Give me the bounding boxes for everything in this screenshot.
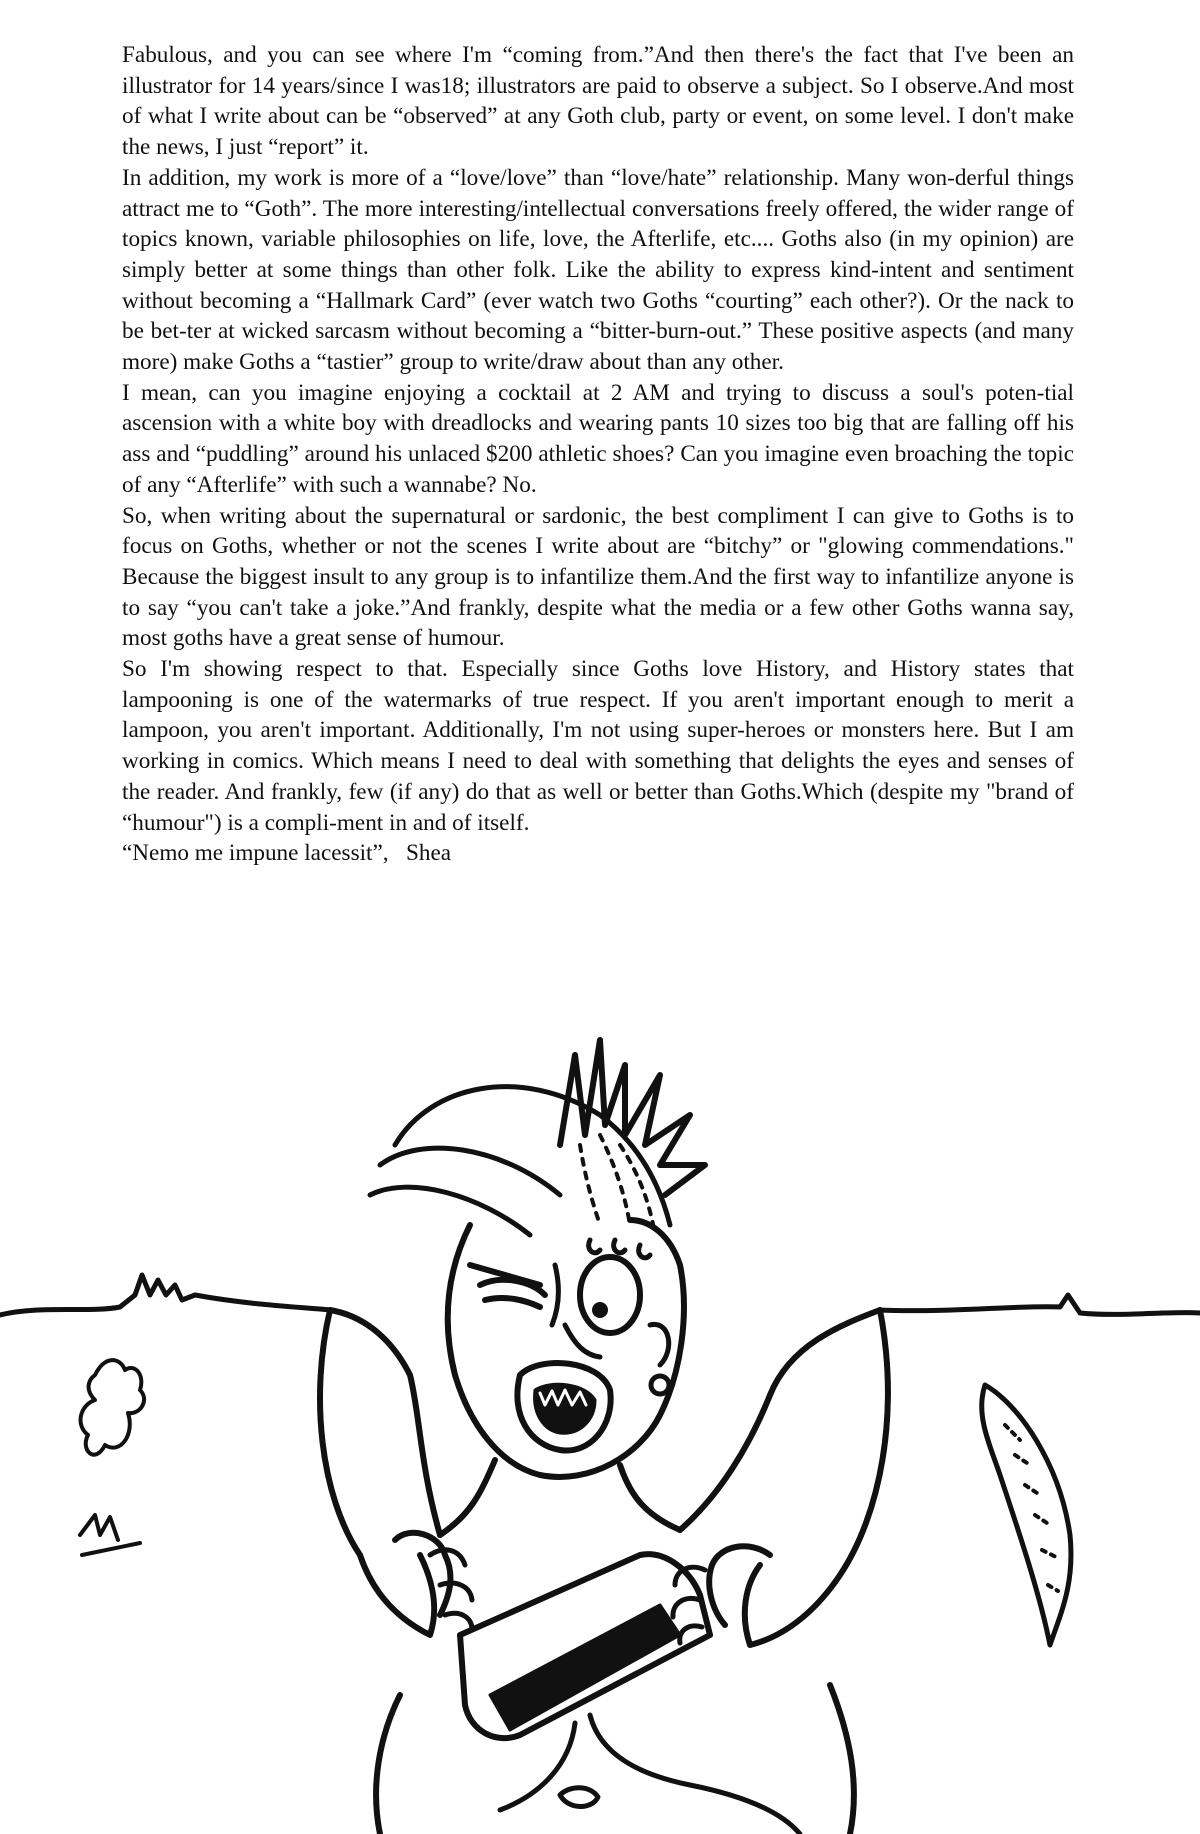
left-ground-marks [80,1515,140,1555]
left-arm [360,1533,450,1635]
essay-paragraph-5: So I'm showing respect to that. Especially since Goths love History, and History states that lampooning is one of the watermarks of true respect. If you aren't important enough to merit a lampoon, you aren't important. Additionally, I'm not using super-heroes or monsters here. But I am working in comics. Which means I need to deal with something that delights the eyes and senses of the reader. And frankly, few (if any) do that as well or better than Goths.Which (despite my "brand of “humour") is a compli-ment in and of itself. [122,656,1074,836]
waist-ring [560,1788,598,1807]
comic-illustration [0,995,1200,1834]
forehead-marks [589,1240,650,1258]
essay-signoff: “Nemo me impune lacessit”, Shea [122,840,452,867]
essay-paragraph-2: In addition, my work is more of a “love/love” than “love/hate” relationship. Many won-derful things attract me to “Goth”. The more interesting/intellectual conversations freely offered, the wider range of topics known, variable philosophies on life, love, the Afterlife, etc.... Goths also (in my opinion) are simply better at some things than other folk. Like the ability to express kind-intent and sentiment without becoming a “Hallmark Card” (ever watch two Goths “courting” each other?). Or the nack to be bet-ter at wicked sarcasm without becoming a “bitter-burn-out.” These positive aspects (and many more) make Goths a “tastier” group to write/draw about than any other. [122,164,1074,376]
neck [440,1460,680,1535]
right-leaf [982,1385,1071,1645]
essay-paragraph-4: So, when writing about the supernatural or sardonic, the best compliment I can give to Goths is to focus on Goths, whether or not the scenes I write about are “bitchy” or "glowing commendations." Because the biggest insult to any group is to infantilize them.And the first way to infantilize anyone is to say “you can't take a joke.”And frankly, despite what the media or a few other Goths wanna say, most goths have a great sense of humour. [122,502,1074,652]
right-eye [580,1257,640,1333]
essay-paragraph-3: I mean, can you imagine enjoying a cocktail at 2 AM and trying to discuss a soul's poten-tial ascension with a white boy with dreadlocks and wearing pants 10 sizes too big that are falling off his ass and “puddling” around his unlaced $200 athletic shoes? Can you imagine even broaching the topic of any “Afterlife” with such a wannabe? No. [122,379,1074,498]
right-eye-pupil [592,1302,608,1318]
earring [651,1376,669,1394]
horizon-line-right [880,1295,1200,1314]
right-arm [709,1546,840,1645]
essay-paragraph-1: Fabulous, and you can see where I'm “coming from.”And then there's the fact that I've been an illustrator for 14 years/since I was18; illustrators are paid to observe a subject. So I observe.And most of what I write about can be “observed” at any Goth club, party or event, on some level. I don't make the news, I just “report” it. [122,42,1074,161]
controller-cable [500,1715,800,1834]
left-tuft [81,1360,145,1455]
essay-text [122,40,1074,869]
torso-lower [376,1685,854,1834]
ear [650,1324,669,1365]
horizon-line [0,1275,330,1315]
left-eye-squint [470,1265,545,1307]
hair-spikes [560,1040,705,1195]
